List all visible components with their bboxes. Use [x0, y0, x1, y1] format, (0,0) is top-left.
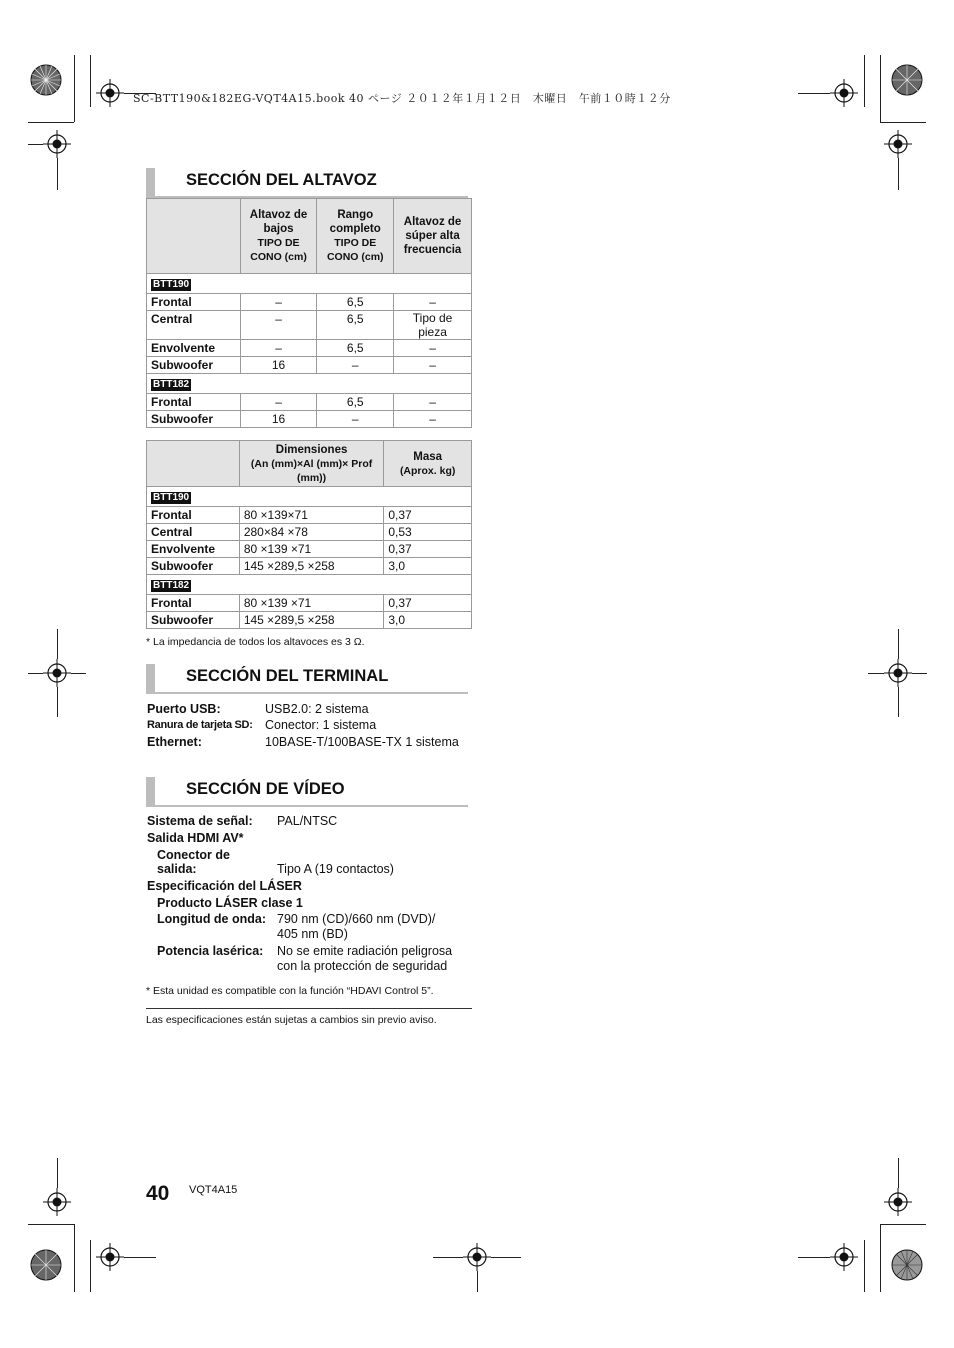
divider	[146, 1008, 472, 1009]
registration-target-icon	[830, 79, 858, 107]
spec-value: 405 nm (BD)	[277, 927, 348, 941]
model-badge: BTT190	[153, 279, 190, 290]
speaker-dimensions-table	[146, 440, 472, 629]
spec-label: Puerto USB:	[147, 702, 221, 716]
spec-label: Sistema de señal:	[147, 814, 253, 828]
doc-code: VQT4A15	[189, 1184, 238, 1196]
registration-dial-icon	[30, 1249, 62, 1281]
registration-target-icon	[463, 1243, 491, 1271]
registration-target-icon	[830, 1243, 858, 1271]
column-header: Altavoz de súper alta frecuencia	[394, 199, 472, 274]
spec-value: 10BASE-T/100BASE-TX 1 sistema	[265, 735, 459, 749]
spec-value: con la protección de seguridad	[277, 959, 448, 973]
registration-target-icon	[96, 1243, 124, 1271]
table-row: Frontal 80 ×139 ×71 0,37	[147, 595, 472, 612]
spec-value: Tipo A (19 contactos)	[277, 862, 394, 876]
table-row: Central – 6,5 Tipo de pieza	[147, 311, 472, 340]
table-row: Frontal 80 ×139×71 0,37	[147, 507, 472, 524]
registration-target-icon	[96, 79, 124, 107]
model-badge: BTT182	[153, 580, 190, 591]
column-header: Rango completo TIPO DE CONO (cm)	[317, 199, 394, 274]
registration-target-icon	[43, 130, 71, 158]
spec-value: USB2.0: 2 sistema	[265, 702, 369, 716]
spec-label: Salida HDMI AV*	[147, 831, 244, 845]
table-corner-cell	[147, 199, 241, 274]
spec-label: Ranura de tarjeta SD:	[147, 719, 253, 731]
spec-label: Ethernet:	[147, 735, 202, 749]
spec-label: Especificación del LÁSER	[147, 879, 302, 893]
section-title: SECCIÓN DE VÍDEO	[186, 780, 345, 798]
spec-label: Potencia lasérica:	[157, 944, 264, 958]
table-row: Subwoofer 16 – –	[147, 411, 472, 428]
column-header: Altavoz de bajos TIPO DE CONO (cm)	[240, 199, 317, 274]
registration-dial-icon	[891, 64, 923, 96]
section-title: SECCIÓN DEL TERMINAL	[186, 667, 389, 685]
video-footnote: * Esta unidad es compatible con la función “HDAVI Control 5”.	[146, 985, 434, 997]
model-badge: BTT182	[153, 379, 190, 390]
registration-target-icon	[884, 130, 912, 158]
table-row: Frontal – 6,5 –	[147, 294, 472, 311]
registration-target-icon	[884, 1188, 912, 1216]
table-row: Envolvente – 6,5 –	[147, 340, 472, 357]
spec-value: Conector: 1 sistema	[265, 718, 377, 732]
model-group-row	[147, 274, 472, 294]
registration-target-icon	[884, 659, 912, 687]
speaker-units-table	[146, 198, 472, 428]
table-row: Subwoofer 16 – –	[147, 357, 472, 374]
spec-value: PAL/NTSC	[277, 814, 338, 828]
spec-value: 790 nm (CD)/660 nm (DVD)/	[277, 912, 436, 926]
column-header: Dimensiones (An (mm)×Al (mm)× Prof (mm))	[239, 441, 383, 487]
registration-dial-icon	[891, 1249, 923, 1281]
registration-dial-icon	[30, 64, 62, 96]
section-heading-speaker	[146, 168, 468, 198]
spec-label: salida:	[157, 862, 197, 876]
column-header: Masa (Aprox. kg)	[384, 441, 472, 487]
table-row: Subwoofer 145 ×289,5 ×258 3,0	[147, 558, 472, 575]
spec-label: Producto LÁSER clase 1	[157, 896, 303, 910]
speaker-footnote: * La impedancia de todos los altavoces es 3 Ω.	[146, 636, 365, 648]
table-row: Envolvente 80 ×139 ×71 0,37	[147, 541, 472, 558]
table-row: Frontal – 6,5 –	[147, 394, 472, 411]
spec-value: No se emite radiación peligrosa	[277, 944, 453, 958]
table-corner-cell	[147, 441, 240, 487]
table-row: Central 280×84 ×78 0,53	[147, 524, 472, 541]
section-heading-terminal	[146, 664, 468, 694]
section-heading-video	[146, 777, 468, 807]
registration-target-icon	[43, 659, 71, 687]
spec-label: Conector de	[157, 848, 230, 862]
print-header: SC-BTT190&182EG-VQT4A15.book 40 ページ ２０１２年１月１２日 木曜日 午前１０時１２分	[133, 92, 671, 105]
spec-label: Longitud de onda:	[157, 912, 267, 926]
model-group-row	[147, 487, 472, 507]
section-title: SECCIÓN DEL ALTAVOZ	[186, 171, 377, 189]
notice-text: Las especificaciones están sujetas a cambios sin previo aviso.	[146, 1014, 437, 1026]
model-group-row	[147, 575, 472, 595]
page-number: 40	[146, 1182, 170, 1205]
table-row: Subwoofer 145 ×289,5 ×258 3,0	[147, 612, 472, 629]
model-badge: BTT190	[153, 492, 190, 503]
model-group-row	[147, 374, 472, 394]
registration-target-icon	[43, 1188, 71, 1216]
